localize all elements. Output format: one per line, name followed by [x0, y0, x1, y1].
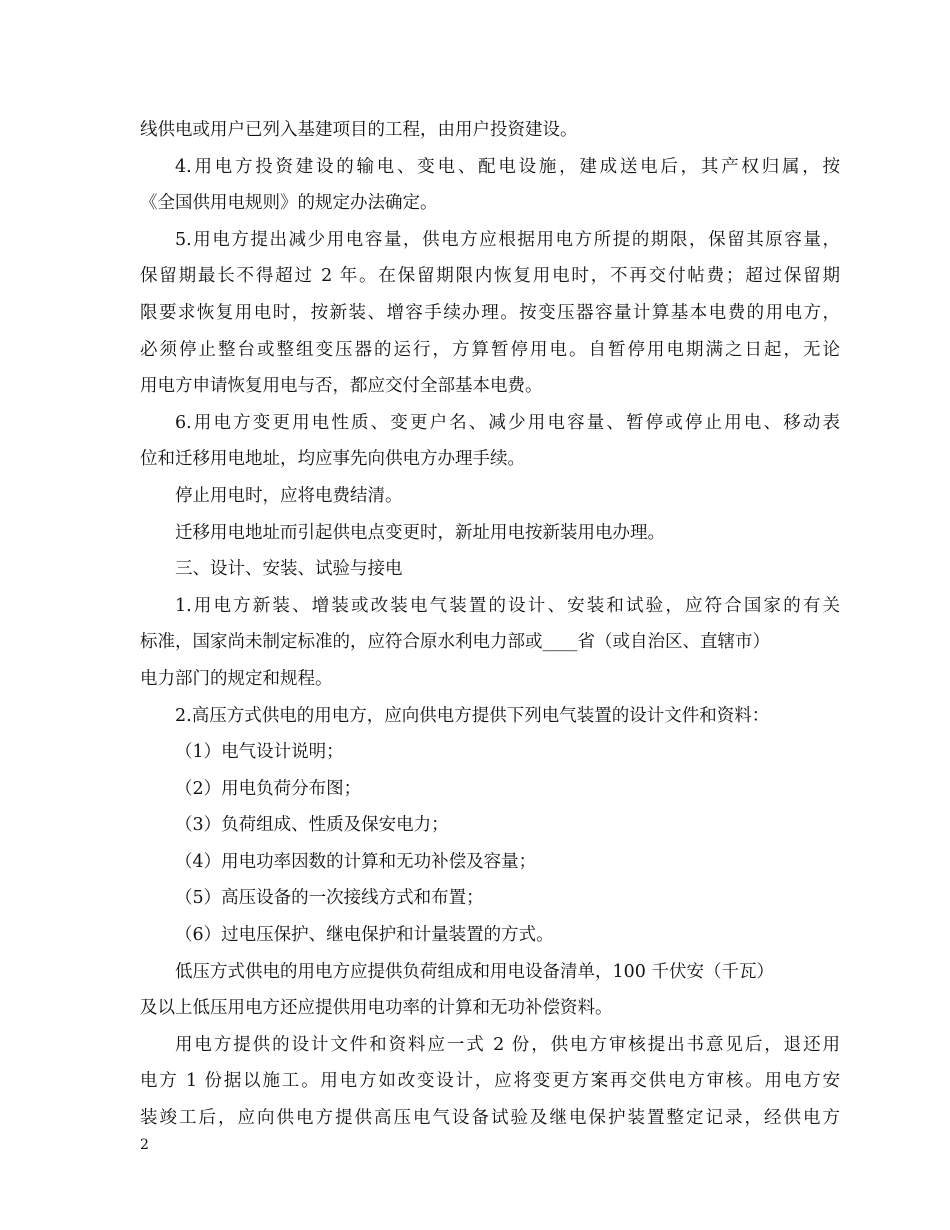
text-line: 6.用电方变更用电性质、变更户名、减少用电容量、暂停或停止用电、移动表	[175, 412, 840, 433]
text-line: 《全国供用电规则》的规定办法确定。	[140, 193, 438, 214]
text-line: 停止用电时，应将电费结清。	[175, 485, 403, 506]
text-line: 必须停止整台或整组变压器的运行，方算暂停用电。自暂停用电期满之日起，无论	[140, 339, 840, 360]
text-line: 位和迁移用电地址，均应事先向供电方办理手续。	[140, 449, 525, 470]
text-line: （3）负荷组成、性质及保安电力；	[175, 815, 449, 836]
text-line: 线供电或用户已列入基建项目的工程，由用户投资建设。	[140, 120, 578, 140]
text-line: （5）高压设备的一次接线方式和布置；	[175, 888, 484, 909]
body-text	[140, 112, 840, 1137]
text-line: 电方 1 份据以施工。用电方如改变设计，应将变更方案再交供电方审核。用电方安	[140, 1071, 840, 1092]
text-line: 用电方申请恢复用电与否，都应交付全部基本电费。	[140, 376, 543, 397]
text-line: 低压方式供电的用电方应提供负荷组成和用电设备清单，100 千伏安（千瓦）	[175, 961, 774, 982]
text-line: 1.用电方新装、增装或改装电气装置的设计、安装和试验，应符合国家的有关	[175, 595, 840, 616]
text-line: 4.用电方投资建设的输电、变电、配电设施，建成送电后，其产权归属，按	[175, 156, 840, 177]
page-number: 2	[140, 1137, 149, 1153]
text-line: 标准，国家尚未制定标准的，应符合原水利电力部或____省（或自治区、直辖市）	[140, 632, 770, 653]
text-line: 电力部门的规定和规程。	[140, 668, 333, 689]
text-line: 2.高压方式供电的用电方，应向供电方提供下列电气装置的设计文件和资料：	[175, 705, 770, 726]
text-line: （4）用电功率因数的计算和无功补偿及容量；	[175, 851, 537, 872]
text-line: 限要求恢复用电时，按新装、增容手续办理。按变压器容量计算基本电费的用电方，	[140, 302, 840, 323]
text-line: 保留期最长不得超过 2 年。在保留期限内恢复用电时，不再交付帖费；超过保留期	[140, 266, 840, 287]
text-line: 及以上低压用电方还应提供用电功率的计算和无功补偿资料。	[140, 998, 613, 1019]
text-line: （6）过电压保护、继电保护和计量装置的方式。	[175, 925, 554, 946]
text-line: 5.用电方提出减少用电容量，供电方应根据用电方所提的期限，保留其原容量，	[175, 229, 840, 250]
text-line: （1）电气设计说明；	[175, 742, 344, 763]
text-line: 装竣工后，应向供电方提供高压电气设备试验及继电保护装置整定记录，经供电方	[140, 1108, 840, 1129]
text-line: 迁移用电地址而引起供电点变更时，新址用电按新装用电办理。	[175, 522, 665, 543]
text-line: （2）用电负荷分布图；	[175, 778, 362, 799]
text-line: 用电方提供的设计文件和资料应一式 2 份，供电方审核提出书意见后，退还用	[175, 1034, 840, 1055]
text-line: 三、设计、安装、试验与接电	[175, 559, 403, 580]
